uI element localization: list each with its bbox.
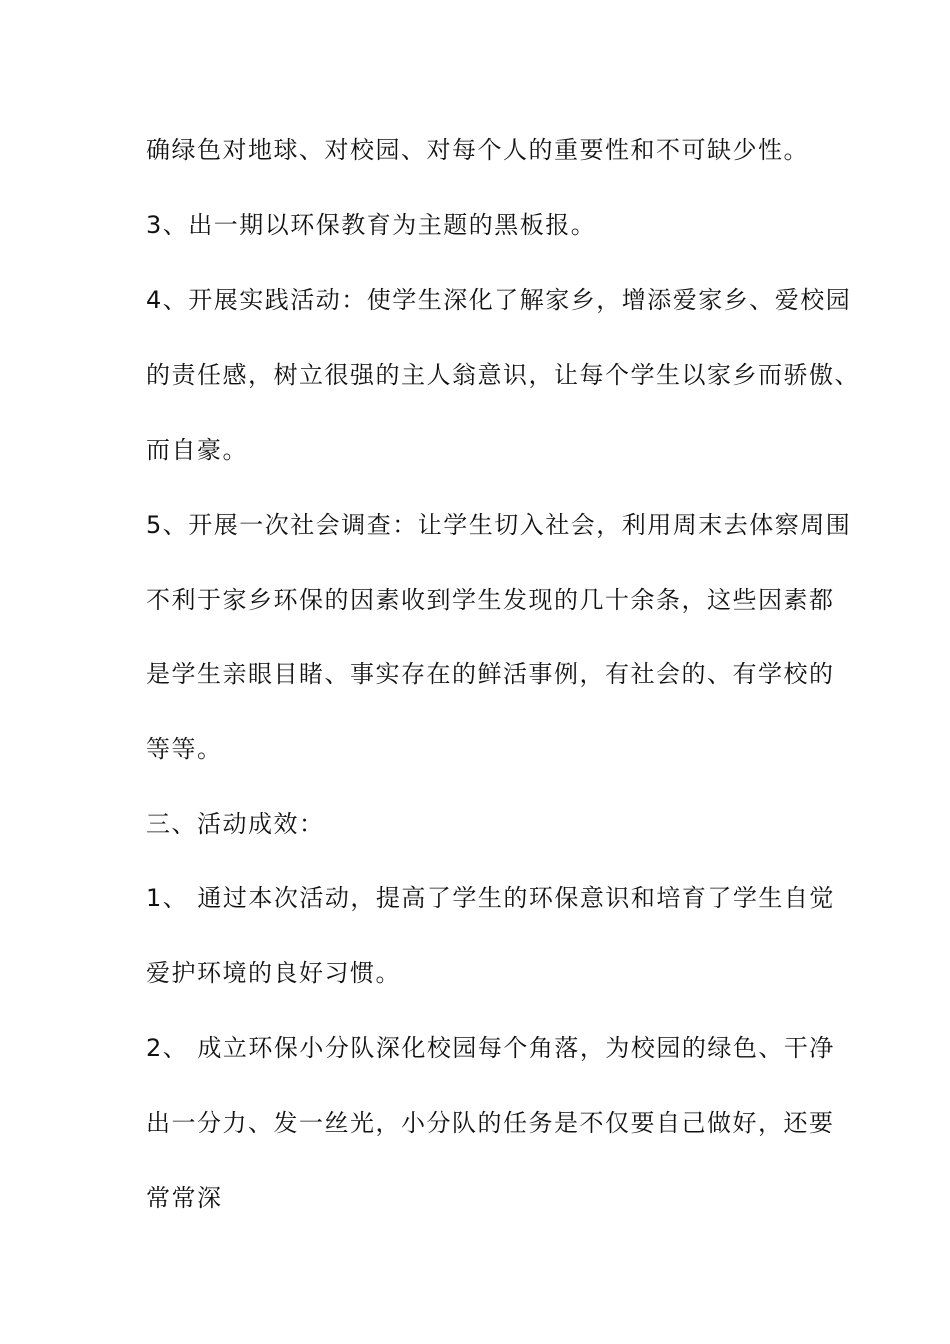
- text-line: 是学生亲眼目睹、事实存在的鲜活事例，有社会的、有学校的: [146, 660, 835, 688]
- text-line: 5、开展一次社会调查：让学生切入社会，利用周末去体察周围: [146, 511, 852, 539]
- text-line: 不利于家乡环保的因素收到学生发现的几十余条，这些因素都: [146, 586, 835, 614]
- text-line: 出一分力、发一丝光，小分队的任务是不仅要自己做好，还要: [146, 1109, 835, 1137]
- section-heading: 三、活动成效：: [146, 810, 325, 838]
- text-line: 2、 成立环保小分队深化校园每个角落，为校园的绿色、干净: [146, 1034, 835, 1062]
- text-line: 而自豪。: [146, 436, 248, 464]
- text-line: 4、开展实践活动：使学生深化了解家乡，增添爱家乡、爱校园: [146, 286, 852, 314]
- text-line: 常常深: [146, 1184, 223, 1212]
- text-line: 1、 通过本次活动，提高了学生的环保意识和培育了学生自觉: [146, 884, 835, 912]
- text-line: 3、出一期以环保教育为主题的黑板报。: [146, 211, 597, 239]
- text-line: 等等。: [146, 735, 223, 763]
- text-line: 确绿色对地球、对校园、对每个人的重要性和不可缺少性。: [146, 136, 809, 164]
- text-line: 爱护环境的良好习惯。: [146, 959, 401, 987]
- text-line: 的责任感，树立很强的主人翁意识，让每个学生以家乡而骄傲、: [146, 361, 860, 389]
